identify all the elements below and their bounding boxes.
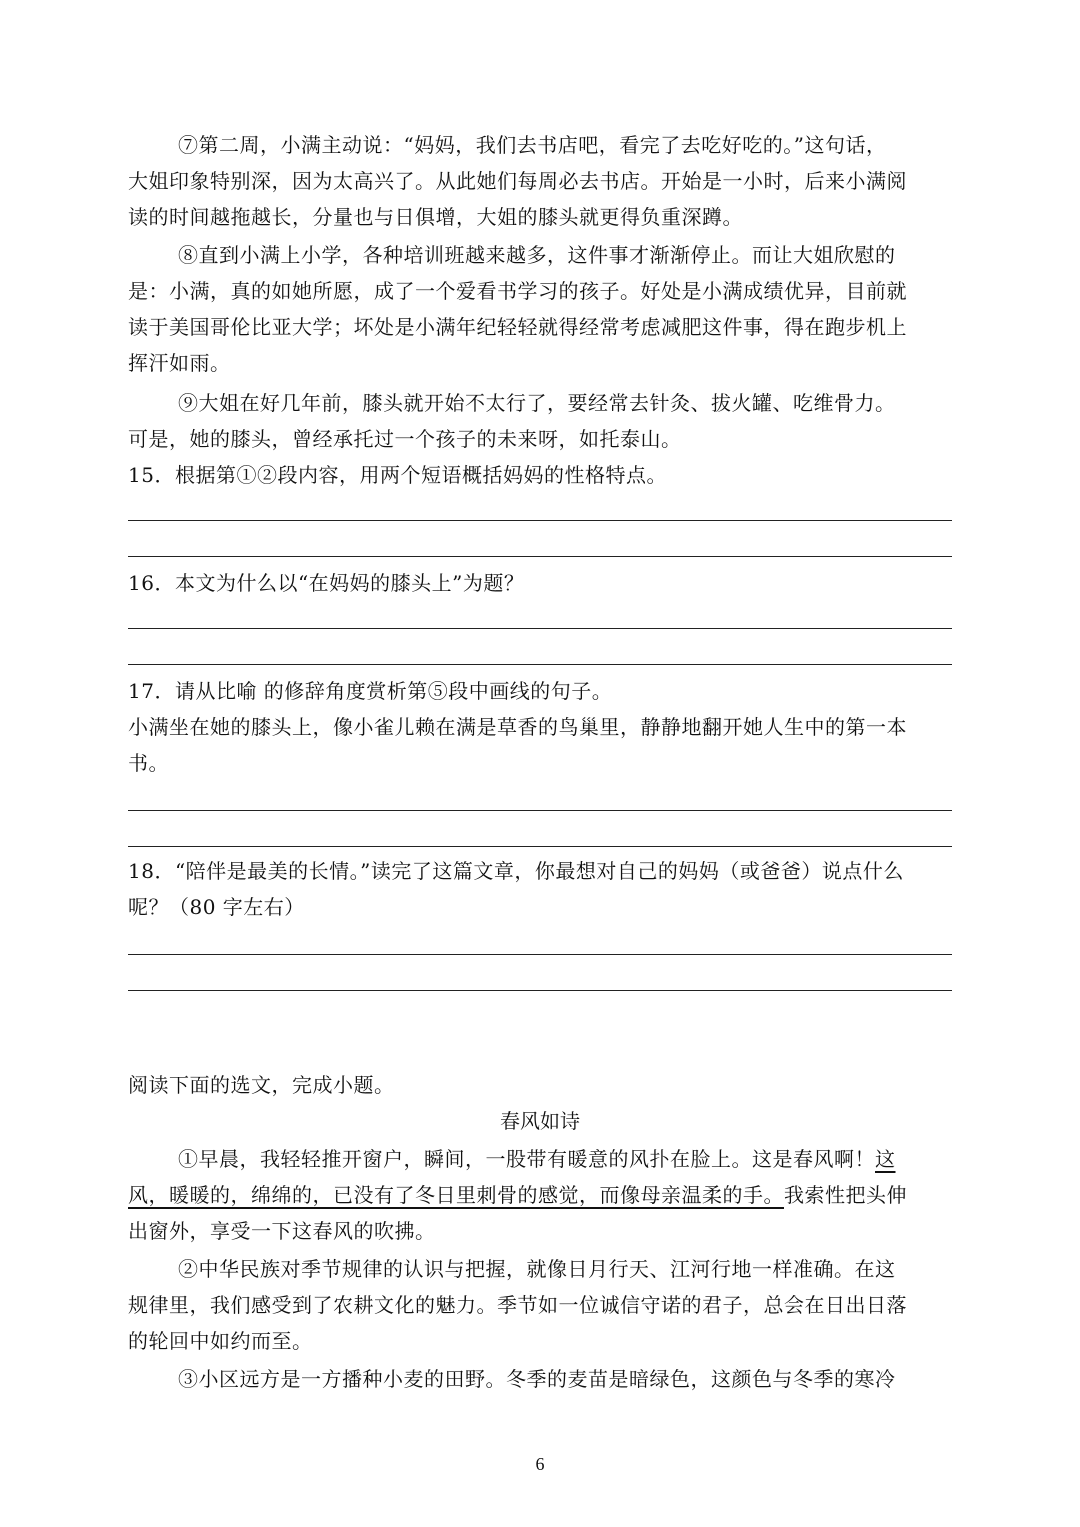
passage-2-paragraph-3-line-1: ③小区远方是一方播种小麦的田野。冬季的麦苗是暗绿色，这颜色与冬季的寒冷 [178, 1367, 896, 1391]
paragraph-8-line-2: 是：小满，真的如她所愿，成了一个爱看书学习的孩子。好处是小满成绩优异，目前就 [128, 279, 907, 303]
answer-line[interactable] [128, 520, 952, 521]
answer-line[interactable] [128, 990, 952, 991]
passage-2-paragraph-1-line-1 [178, 1144, 896, 1174]
answer-line[interactable] [128, 664, 952, 665]
question-15: 15．根据第①②段内容，用两个短语概括妈妈的性格特点。 [128, 463, 667, 487]
passage-title: 春风如诗 [500, 1109, 580, 1133]
answer-line[interactable] [128, 810, 952, 811]
paragraph-7-line-3: 读的时间越拖越长，分量也与日俱增，大姐的膝头就更得负重深蹲。 [128, 205, 743, 229]
reading-instruction: 阅读下面的选文，完成小题。 [128, 1073, 395, 1097]
paragraph-9-line-2: 可是，她的膝头，曾经承托过一个孩子的未来呀，如托泰山。 [128, 427, 682, 451]
paragraph-7-line-2: 大姐印象特别深，因为太高兴了。从此她们每周必去书店。开始是一小时，后来小满阅 [128, 169, 907, 193]
underlined-sentence: 风，暖暖的，绵绵的，已没有了冬日里刺骨的感觉，而像母亲温柔的手。 [128, 1183, 784, 1207]
question-17: 17．请从比喻 的修辞角度赏析第⑤段中画线的句子。 [128, 679, 613, 703]
answer-line[interactable] [128, 846, 952, 847]
passage-2-paragraph-2-line-1: ②中华民族对季节规律的认识与把握，就像日月行天、江河行地一样准确。在这 [178, 1257, 896, 1281]
question-16: 16．本文为什么以“在妈妈的膝头上”为题？ [128, 571, 525, 595]
passage-2-paragraph-2-line-3: 的轮回中如约而至。 [128, 1329, 313, 1353]
answer-line[interactable] [128, 954, 952, 955]
question-17-quote-line-1: 小满坐在她的膝头上，像小雀儿赖在满是草香的鸟巢里，静静地翻开她人生中的第一本 [128, 715, 907, 739]
paragraph-8-line-3: 读于美国哥伦比亚大学；坏处是小满年纪轻轻就得经常考虑减肥这件事，得在跑步机上 [128, 315, 907, 339]
paragraph-8-line-4: 挥汗如雨。 [128, 351, 231, 375]
paragraph-9-line-1: ⑨大姐在好几年前，膝头就开始不太行了，要经常去针灸、拔火罐、吃维骨力。 [178, 391, 896, 415]
underlined-sentence: 这 [875, 1147, 896, 1171]
answer-line[interactable] [128, 628, 952, 629]
passage-2-paragraph-1-line-2 [128, 1180, 907, 1210]
passage-2-paragraph-1-line-3: 出窗外，享受一下这春风的吹拂。 [128, 1219, 436, 1243]
paragraph-text: 我索性把头伸 [784, 1183, 907, 1207]
question-18-line-1: 18．“陪伴是最美的长情。”读完了这篇文章，你最想对自己的妈妈（或爸爸）说点什么 [128, 859, 904, 883]
paragraph-text: ①早晨，我轻轻推开窗户，瞬间，一股带有暖意的风扑在脸上。这是春风啊！ [178, 1147, 875, 1171]
question-17-quote-line-2: 书。 [128, 751, 169, 775]
answer-line[interactable] [128, 556, 952, 557]
page-number: 6 [535, 1454, 545, 1474]
question-18-line-2: 呢？（80 字左右） [128, 895, 305, 919]
paragraph-7-line-1: ⑦第二周，小满主动说：“妈妈，我们去书店吧，看完了去吃好吃的。”这句话， [178, 133, 887, 157]
paragraph-8-line-1: ⑧直到小满上小学，各种培训班越来越多，这件事才渐渐停止。而让大姐欣慰的 [178, 243, 896, 267]
passage-2-paragraph-2-line-2: 规律里，我们感受到了农耕文化的魅力。季节如一位诚信守诺的君子，总会在日出日落 [128, 1293, 907, 1317]
